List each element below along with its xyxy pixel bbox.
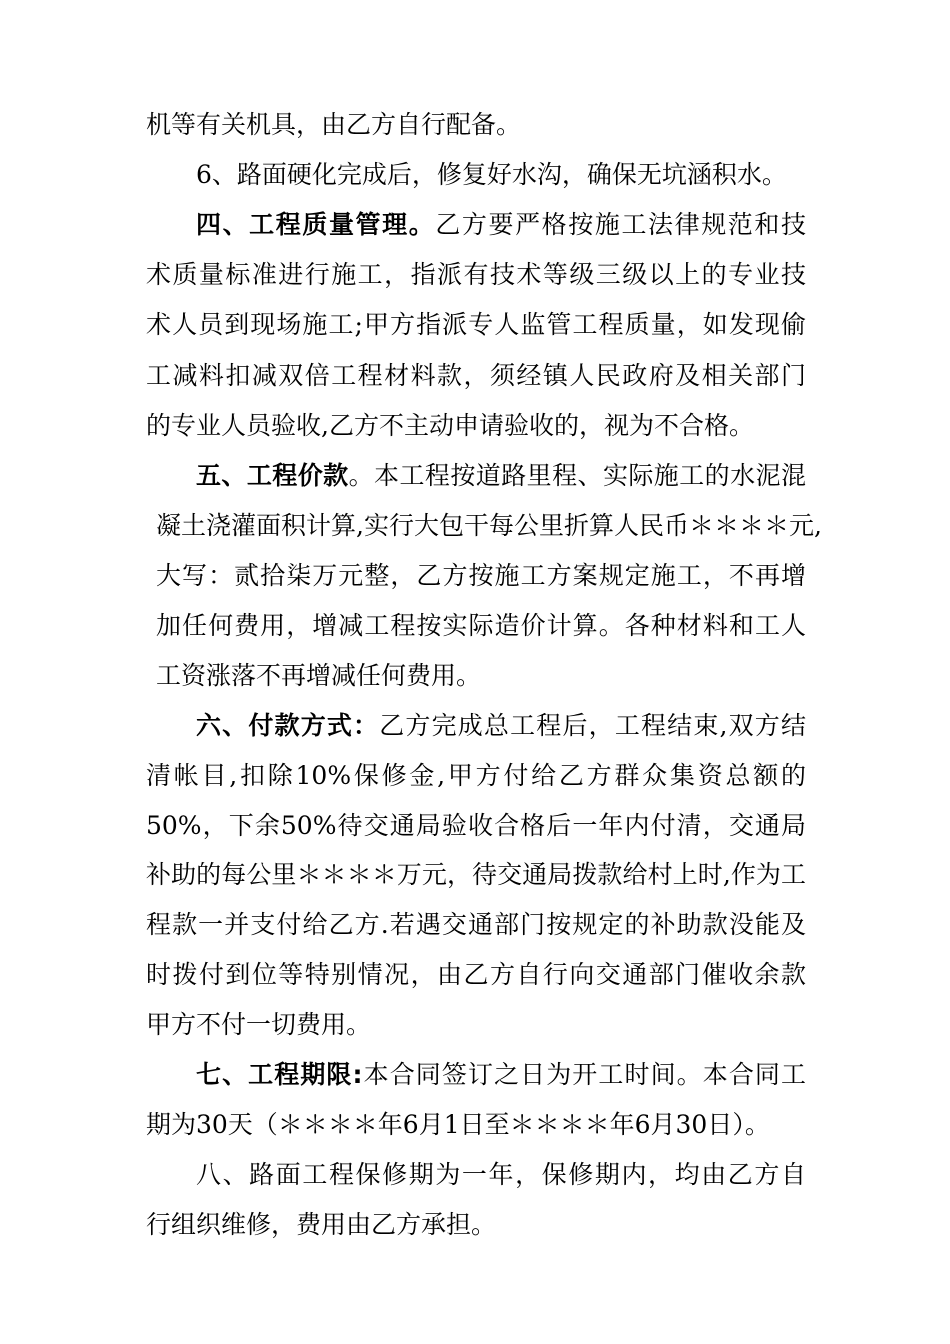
section-heading-quality: 四、工程质量管理。: [196, 210, 436, 239]
paragraph-line: [146, 310, 806, 340]
paragraph-line: [196, 461, 806, 491]
paragraph-line: [156, 561, 806, 591]
line-text: 期为30天（＊＊＊＊年6月1日至＊＊＊＊年6月30日）。: [146, 1110, 770, 1139]
paragraph-line: [196, 210, 806, 240]
paragraph-line: [146, 1010, 806, 1040]
line-text: 。本工程按道路里程、实际施工的水泥混: [348, 461, 806, 490]
section-heading-payment: 六、付款方式：: [196, 711, 380, 740]
line-text: 行组织维修，费用由乙方承担。: [146, 1210, 497, 1239]
paragraph-line: [146, 960, 806, 990]
line-text: 凝土浇灌面积计算,实行大包干每公里折算人民币＊＊＊＊元,: [156, 511, 822, 540]
paragraph-line: [146, 1210, 806, 1240]
section-heading-period: 七、工程期限:: [196, 1060, 363, 1089]
line-text: 大写：贰拾柒万元整，乙方按施工方案规定施工，不再增: [156, 561, 806, 590]
paragraph-line: [156, 511, 822, 541]
paragraph-line: [196, 160, 806, 190]
section-heading-price: 五、工程价款: [196, 461, 349, 490]
line-text: 术人员到现场施工;甲方指派专人监管工程质量，如发现偷: [146, 310, 806, 339]
paragraph-line: [146, 860, 806, 890]
line-text: 清帐目,扣除10%保修金,甲方付给乙方群众集资总额的: [146, 761, 806, 790]
line-text: 程款一并支付给乙方.若遇交通部门按规定的补助款没能及: [146, 910, 806, 939]
paragraph-line: [196, 1160, 806, 1190]
paragraph-line: [156, 611, 806, 641]
paragraph-line: [146, 361, 806, 391]
line-text: 乙方完成总工程后，工程结束,双方结: [379, 711, 806, 740]
paragraph-line: [156, 661, 806, 691]
line-text: 本合同签订之日为开工时间。本合同工: [362, 1060, 806, 1089]
line-text: 术质量标准进行施工，指派有技术等级三级以上的专业技: [146, 260, 806, 289]
line-text: 八、路面工程保修期为一年，保修期内，均由乙方自: [196, 1160, 806, 1189]
paragraph-line: [146, 260, 806, 290]
line-text: 50%，下余50%待交通局验收合格后一年内付清，交通局: [146, 811, 806, 840]
paragraph-line: [146, 110, 806, 140]
line-text: 工资涨落不再增减任何费用。: [156, 661, 482, 690]
line-text: 的专业人员验收,乙方不主动申请验收的，视为不合格。: [146, 411, 754, 440]
line-text: 时拨付到位等特别情况，由乙方自行向交通部门催收余款: [146, 960, 806, 989]
line-text: 甲方不付一切费用。: [146, 1010, 372, 1039]
line-text: 补助的每公里＊＊＊＊万元，待交通局拨款给村上时,作为工: [146, 860, 806, 889]
paragraph-line: [196, 1060, 806, 1090]
line-text: 加任何费用，增减工程按实际造价计算。各种材料和工人: [156, 611, 806, 640]
line-text: 工减料扣减双倍工程材料款，须经镇人民政府及相关部门: [146, 361, 806, 390]
line-text: 乙方要严格按施工法律规范和技: [435, 210, 806, 239]
paragraph-line: [146, 811, 806, 841]
paragraph-line: [146, 411, 806, 441]
paragraph-line: [196, 711, 806, 741]
paragraph-line: [146, 761, 806, 791]
paragraph-line: [146, 910, 806, 940]
line-text: 机等有关机具，由乙方自行配备。: [146, 110, 522, 139]
line-text: 6、路面硬化完成后，修复好水沟，确保无坑涵积水。: [196, 160, 787, 189]
paragraph-line: [146, 1110, 806, 1140]
